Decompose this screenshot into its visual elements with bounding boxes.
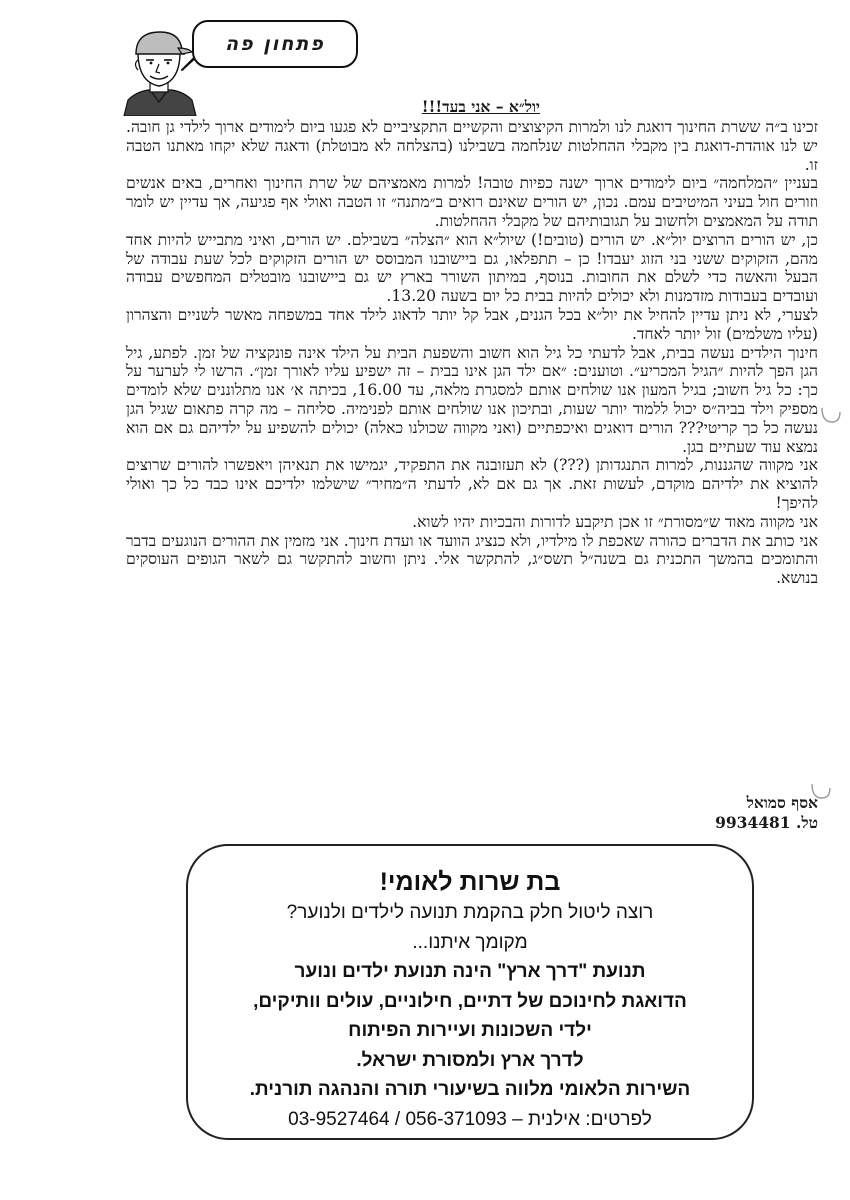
speech-bubble <box>192 20 358 68</box>
article-paragraph: זכינו ב״ה ששרת החינוך דואגת לנו ולמרות הקיצוצים והקשיים התקציביים לא פגעו ביום לימודים ארוך לילדי גן חובה. יש לנו אוהדת-דואגת בין מקבלי ההחלטות שנלחמה בשבילנו (בהצלחה לא מבוטלת) ודאגה שלא יקחו מאתנו הטבה זו. <box>126 118 818 174</box>
national-service-ad <box>186 844 754 1140</box>
ad-line: ילדי השכונות ועיירות הפיתוח <box>348 1020 592 1041</box>
ad-line: מקומך איתנו... <box>412 931 528 953</box>
punch-hole-mark <box>806 776 834 804</box>
author-phone: טל. 9934481 <box>715 813 818 832</box>
article-paragraph: אני כותב את הדברים כהורה שאכפת לו מילדיו, ולא כנציג הוועד או ועדת חינוך. אני מזמין את ההורים הנוגעים בדבר והתומכים בהמשך התכנית גם בשנה״ל תשס״ג, להתקשר אלי. ניתן וחשוב להתקשר גם לשאר הגופים העוסקים בנושא. <box>126 531 818 588</box>
author-signature <box>126 793 818 833</box>
article-paragraph: לצערי, לא ניתן עדיין להחיל את יול״א בכל הגנים, אבל קל יותר לדאוג לילד אחד במשפחה מאשר לשניים והצהרון (עליו משלמים) זול יותר לאחד. <box>126 305 818 343</box>
article-paragraph: אני מקווה שהגננות, למרות התנגדותן (???) לא תעזובנה את התפקיד, יגמישו את תנאיהן ויאפשרו להורים שרוצים להוציא את ילדיהם מוקדם, לעשות זאת. אך גם אם לא, לדעתי ה״מחיר״ שישלמו ילדיכם אינו כבד כל כך ואולי להיפך! <box>126 456 818 512</box>
article-paragraph: חינוך הילדים נעשה בבית, אבל לדעתי כל גיל הוא חשוב והשפעת הבית על הילד אינה פונקציה של זמן. לפתע, גיל הגן הפך להיות ״הגיל המכריע״. וטוענים: ״אם ילד הגן אינו בבית – זה ישפיע עליו לאורך זמן״. הרשו לי לערער על כך: כל גיל חשוב; בגיל המעון אנו שולחים אותם למסגרת מלאה, עד 16.00, בכיתה א׳ אנו מתלוננים שלא לומדים מספיק וילד בביה״ס יכול ללמוד יותר שעות, ובתיכון אנו שולחים אותם לפנימיה. סליחה – מה קרה פתאום שגיל הגן נעשה כל כך קריטי??? הורים דואגים ואיכפתיים (ואני מקווה שכולנו כאלה) יכולים להשפיע על ילדיהם גם אם הוא נמצא עוד שעתיים בגן. <box>126 343 818 456</box>
article-title: יול״א – אני בעד!!! <box>421 97 540 116</box>
ad-line: רוצה ליטול חלק בהקמת תנועה לילדים ולנוער? <box>286 902 654 923</box>
ad-line: הדואגת לחינוכם של דתיים, חילוניים, עולים וותיקים, <box>253 990 687 1012</box>
ad-line: לדרך ארץ ולמסורת ישראל. <box>356 1049 584 1071</box>
ad-line: תנועת "דרך ארץ" הינה תנועת ילדים ונוער <box>294 961 646 982</box>
article-body <box>126 118 818 588</box>
article-paragraph: אני מקווה מאוד ש״מסורת״ זו אכן תיקבע לדורות והבכיות יהיו לשוא. <box>412 512 818 531</box>
author-name: אסף סמואל <box>746 793 818 812</box>
article-paragraph: בעניין ״המלחמה״ ביום לימודים ארוך ישנה כפיות טובה! למרות מאמציהם של שרת החינוך ואחרים, באים אנשים וזורים חול בעיני המיטיבים עמם. נכון, יש הורים שאינם רואים ב״מתנה״ זו הטבה ואולי אף פגיעה, אך עדיין יש לומר תודה על המאמצים ולחשוב על תגובותיהם של מקבלי ההחלטות. <box>126 174 818 230</box>
ad-line: השירות הלאומי מלווה בשיעורי תורה והנהגה תורנית. <box>249 1079 691 1100</box>
column-title: פתחון פה <box>225 33 325 55</box>
ad-contact-line: לפרטים: אילנית – 056-371093 / 03-9527464 <box>288 1108 652 1130</box>
article-paragraph: כן, יש הורים הרוצים יול״א. יש הורים (טובים!) שיול״א הוא ״הצלה״ בשבילם. יש הורים, ואיני מתבייש להיות אחד מהם, הזקוקים ששני בני הזוג יעבדו! כן – תתפלאו, גם ביישובנו המבוסס יש הורים הזקוקים לכל שעת עבודה של הבעל והאשה כדי לשלם את החובות. בנוסף, במיתון השורר בארץ יש גם ביישובנו מובטלים המחפשים עבודה ועובדים בעבודות מזדמנות ולא יכולים להיות בבית כל יום בשעה 13.20. <box>126 230 818 306</box>
punch-hole-mark <box>816 400 844 428</box>
ad-title: בת שרות לאומי! <box>379 868 561 896</box>
